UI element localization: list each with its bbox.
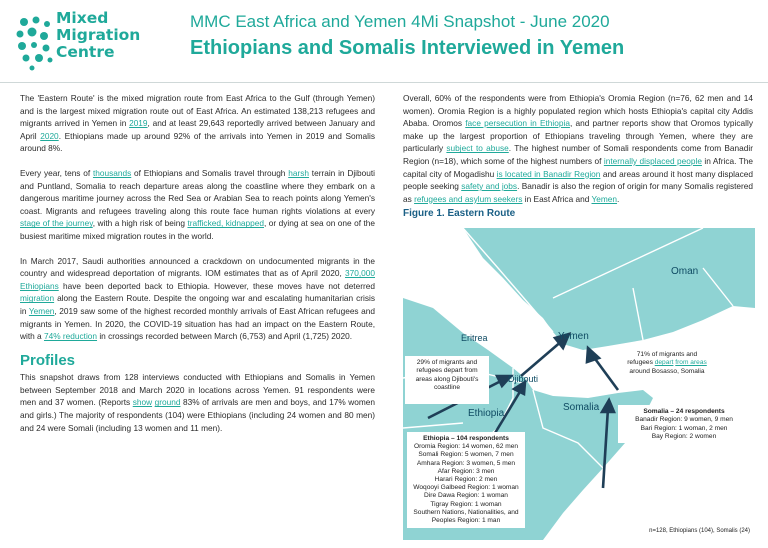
- link-stage-of-journey[interactable]: stage of the journey: [20, 218, 93, 229]
- report-subtitle: MMC East Africa and Yemen 4Mi Snapshot - June 2020: [190, 12, 610, 31]
- djibouti-departure-box: 29% of migrants and refugees depart from areas along Djibouti's coastline: [405, 356, 489, 404]
- label-ethiopia: Ethiopia: [468, 408, 505, 419]
- link-370000-ethiopians[interactable]: 370,000 Ethiopians: [20, 268, 375, 291]
- link-ground[interactable]: ground: [154, 397, 181, 408]
- paragraph-journey: Every year, tens of thousands of Ethiopians and Somalis travel through harsh terrain in Djibouti and Puntland, Somalia to reach departure areas along the coastline where they embark on a dangerous maritime journey across the Red Sea or Arabian Sea to reach points along Yemen's coast. Migrants and refugees traveling along this route face human rights violations at every stage of the journey, with a high risk of being trafficked, kidnapped, or dying at sea on one of the busiest maritime mixed migration routes in the world.: [20, 167, 376, 241]
- link-subject-to-abuse[interactable]: subject to abuse: [446, 143, 509, 154]
- sample-note: n=128, Ethiopians (104), Somalis (24): [621, 524, 753, 538]
- eastern-route-map: [403, 228, 755, 540]
- link-migration[interactable]: migration: [20, 293, 55, 304]
- link-2020[interactable]: 2020: [40, 130, 59, 141]
- profiles-heading: Profiles: [20, 351, 76, 369]
- link-face-persecution[interactable]: face persecution in Ethiopia: [465, 118, 570, 129]
- label-oman: Oman: [671, 266, 699, 277]
- link-74-reduction[interactable]: 74% reduction: [43, 331, 98, 342]
- ethiopia-box-title: Ethiopia – 104 respondents: [423, 435, 509, 442]
- link-trafficked-kidnapped[interactable]: trafficked, kidnapped: [187, 218, 265, 229]
- paragraph-deportation: In March 2017, Saudi authorities announced a crackdown on undocumented migrants in the country and widespread deportation of migrants. IOM estimates that as of April 2020, 370,000 Ethiopians have been deported back to Ethiopia. However, these moves have not deterred migration along the Eastern Route. Despite the ongoing war and escalating humanitarian crisis in Yemen, 2019 saw some of the highest recorded monthly arrivals of East African refugees and migrants in Yemen. In 2020, the COVID-19 situation has had an impact on the Eastern Route, with a 74% reduction in crossings recorded between March (6,753) and April (1,725) 2020.: [20, 255, 375, 342]
- link-harsh[interactable]: harsh: [288, 167, 309, 178]
- page-header: [0, 0, 768, 85]
- left-column: [20, 92, 375, 446]
- label-somalia: Somalia: [563, 402, 600, 413]
- link-from-areas[interactable]: from areas: [675, 359, 707, 367]
- page-title: Ethiopians and Somalis Interviewed in Yemen: [190, 37, 625, 59]
- link-safety-and-jobs[interactable]: safety and jobs: [461, 181, 518, 192]
- link-depart[interactable]: depart: [654, 359, 674, 367]
- link-internally-displaced[interactable]: internally displaced people: [603, 155, 702, 166]
- label-yemen: Yemen: [558, 331, 589, 342]
- link-yemen-2[interactable]: Yemen: [591, 193, 618, 204]
- logo-text: Mixed Migration Centre: [56, 9, 141, 61]
- link-show[interactable]: show: [132, 397, 153, 408]
- header-divider: [0, 82, 768, 83]
- paragraph-eastern-route: The 'Eastern Route' is the mixed migration route from East Africa to the Gulf (through Yemen) and is the largest mixed migration route out of East Africa. An estimated 138,213 refugees and migrants arrived in Yemen in 2019, and at least 29,643 reportedly arrived between January and April 2020. Ethiopians made up around 92% of the arrivals into Yemen in 2019 and Somalis around 8%.: [20, 93, 375, 154]
- paragraph-profiles: This snapshot draws from 128 interviews conducted with Ethiopians and Somalis in Yemen between September 2018 and March 2020 in locations across Yemen. 91 respondents were men and 37 women. (Reports show ground 83% of arrivals are men and boys, and 17% women and girls.) The majority of respondents (104) were Ethiopians (including 24 women and 80 men) and 24 were Somali (including 13 women and 11 men).: [20, 372, 375, 433]
- figure-title: Figure 1. Eastern Route: [403, 208, 516, 219]
- link-yemen[interactable]: Yemen: [28, 305, 55, 316]
- link-2019[interactable]: 2019: [129, 118, 148, 129]
- label-djibouti: Djibouti: [508, 374, 539, 384]
- label-eritrea: Eritrea: [461, 333, 488, 343]
- somalia-box-title: Somalia – 24 respondents: [643, 408, 725, 415]
- bosasso-departure-box: 71% of migrants and refugees depart from areas around Bosasso, Somalia: [623, 348, 711, 388]
- somalia-respondents-box: Somalia – 24 respondents Banadir Region: 9 women, 9 men Bari Region: 1 woman, 2 men Bay Region: 2 women: [618, 405, 750, 443]
- link-banadir-region[interactable]: is located in Banadir Region: [496, 168, 601, 179]
- ethiopia-respondents-box: Ethiopia – 104 respondents Oromia Region: 14 women, 62 men Somali Region: 5 women, 7 men Amhara Region: 3 women, 5 men Afar Region: 3 men Harari Region: 2 men Woqooyi Galbeed Region: 1 woman Dire Dawa Region: 1 woman Tigray Region: 1 woman Southern Nations, Nationalities, and Peoples Region: 1 man: [407, 432, 525, 528]
- right-column: [403, 92, 753, 217]
- link-refugees-asylum[interactable]: refugees and asylum seekers: [414, 193, 523, 204]
- paragraph-oromia: Overall, 60% of the respondents were from Ethiopia's Oromia Region (n=76, 62 men and 14 women). Oromia Region is a highly populated region which hosts Ethiopia's capital city Addis Ababa. Oromos face persecution in Ethiopia, and partner reports show that Oromos typically make up the largest proportion of Ethiopians traveling through Yemen, where they are particularly subject to abuse. The highest number of Somali respondents come from Banadir Region (n=18), which some of the highest numbers of internally displaced people in Africa. The capital city of Mogadishu is located in Banadir Region and areas around it host many displaced people seeking safety and jobs. Banadir is also the region of origin for many Somalis registered as refugees and asylum seekers in East Africa and Yemen.: [403, 93, 754, 204]
- link-thousands[interactable]: thousands: [92, 167, 132, 178]
